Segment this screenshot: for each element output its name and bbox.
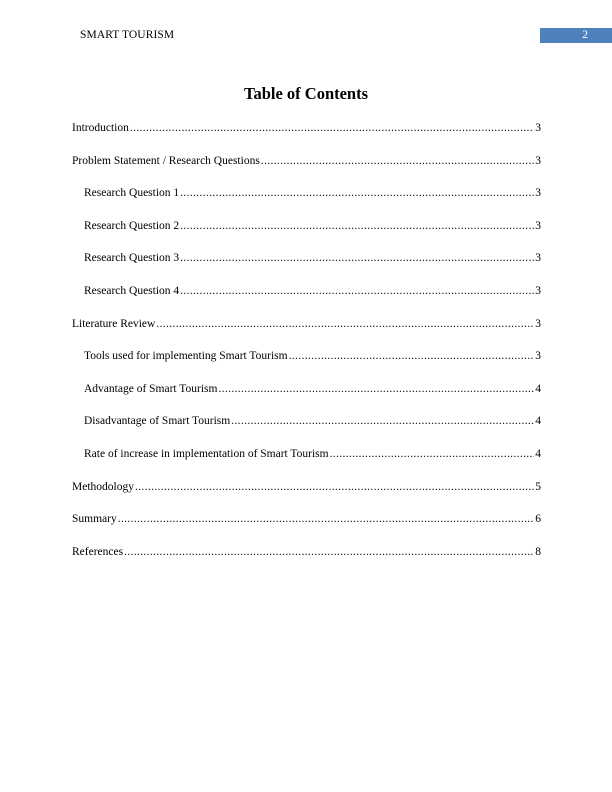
toc-entry-page: 3 [535, 350, 541, 363]
toc-entry-page: 3 [535, 122, 541, 134]
toc-entry-summary[interactable] [72, 512, 541, 545]
toc-entry-page: 5 [535, 480, 541, 493]
toc-entry-disadvantage[interactable] [72, 414, 541, 447]
toc-dot-leader [231, 414, 534, 428]
toc-entry-page: 8 [535, 545, 541, 558]
toc-dot-leader [261, 154, 534, 168]
toc-entry-tools-used[interactable] [72, 349, 541, 382]
toc-entry-label: Rate of increase in implementation of Smart Tourism [84, 447, 329, 460]
toc-entry-page: 4 [535, 415, 541, 428]
toc-entry-label: Introduction [72, 122, 129, 134]
toc-entry-label: Problem Statement / Research Questions [72, 154, 260, 167]
toc-dot-leader [180, 186, 534, 200]
toc-dot-leader [135, 480, 534, 494]
toc-dot-leader [330, 447, 535, 461]
toc-entry-research-question-3[interactable] [72, 251, 541, 284]
toc-entry-label: Research Question 1 [84, 187, 180, 200]
toc-dot-leader [180, 251, 534, 265]
toc-list [72, 121, 541, 577]
toc-entry-label: Disadvantage of Smart Tourism [84, 415, 231, 428]
toc-entry-page: 3 [535, 317, 541, 330]
page-number-badge [540, 28, 612, 43]
toc-entry-introduction[interactable] [72, 121, 541, 154]
toc-entry-page: 3 [535, 252, 541, 265]
page-number: 2 [582, 29, 588, 41]
toc-entry-label: Methodology [72, 480, 134, 493]
toc-dot-leader [130, 121, 534, 135]
toc-dot-leader [124, 545, 534, 559]
toc-entry-label: Literature Review [72, 317, 156, 330]
toc-title: Table of Contents [243, 84, 369, 103]
toc-entry-page: 3 [535, 187, 541, 200]
toc-entry-page: 6 [535, 513, 541, 526]
toc-entry-page: 3 [535, 284, 541, 297]
toc-entry-advantage[interactable] [72, 382, 541, 415]
toc-entry-problem-statement[interactable] [72, 154, 541, 187]
toc-dot-leader [289, 349, 535, 363]
toc-dot-leader [218, 382, 534, 396]
toc-entry-label: Tools used for implementing Smart Tourism [84, 350, 288, 363]
toc-dot-leader [180, 219, 534, 233]
toc-entry-research-question-4[interactable] [72, 284, 541, 317]
toc-entry-page: 4 [535, 447, 541, 460]
toc-dot-leader [118, 512, 535, 526]
toc-entry-label: Research Question 2 [84, 219, 180, 232]
toc-entry-research-question-1[interactable] [72, 186, 541, 219]
toc-dot-leader [180, 284, 534, 298]
toc-entry-page: 3 [535, 219, 541, 232]
toc-entry-rate-of-increase[interactable] [72, 447, 541, 480]
toc-entry-page: 3 [535, 154, 541, 167]
toc-entry-label: Advantage of Smart Tourism [84, 382, 218, 395]
toc-dot-leader [156, 317, 534, 331]
toc-entry-references[interactable] [72, 545, 541, 578]
running-head: SMART TOURISM [80, 29, 175, 41]
toc-entry-label: Research Question 3 [84, 252, 180, 265]
toc-entry-label: References [72, 545, 124, 558]
toc-entry-label: Research Question 4 [84, 284, 180, 297]
toc-entry-methodology[interactable] [72, 480, 541, 513]
toc-entry-label: Summary [72, 513, 117, 526]
toc-entry-page: 4 [535, 382, 541, 395]
toc-entry-literature-review[interactable] [72, 317, 541, 350]
toc-entry-research-question-2[interactable] [72, 219, 541, 252]
